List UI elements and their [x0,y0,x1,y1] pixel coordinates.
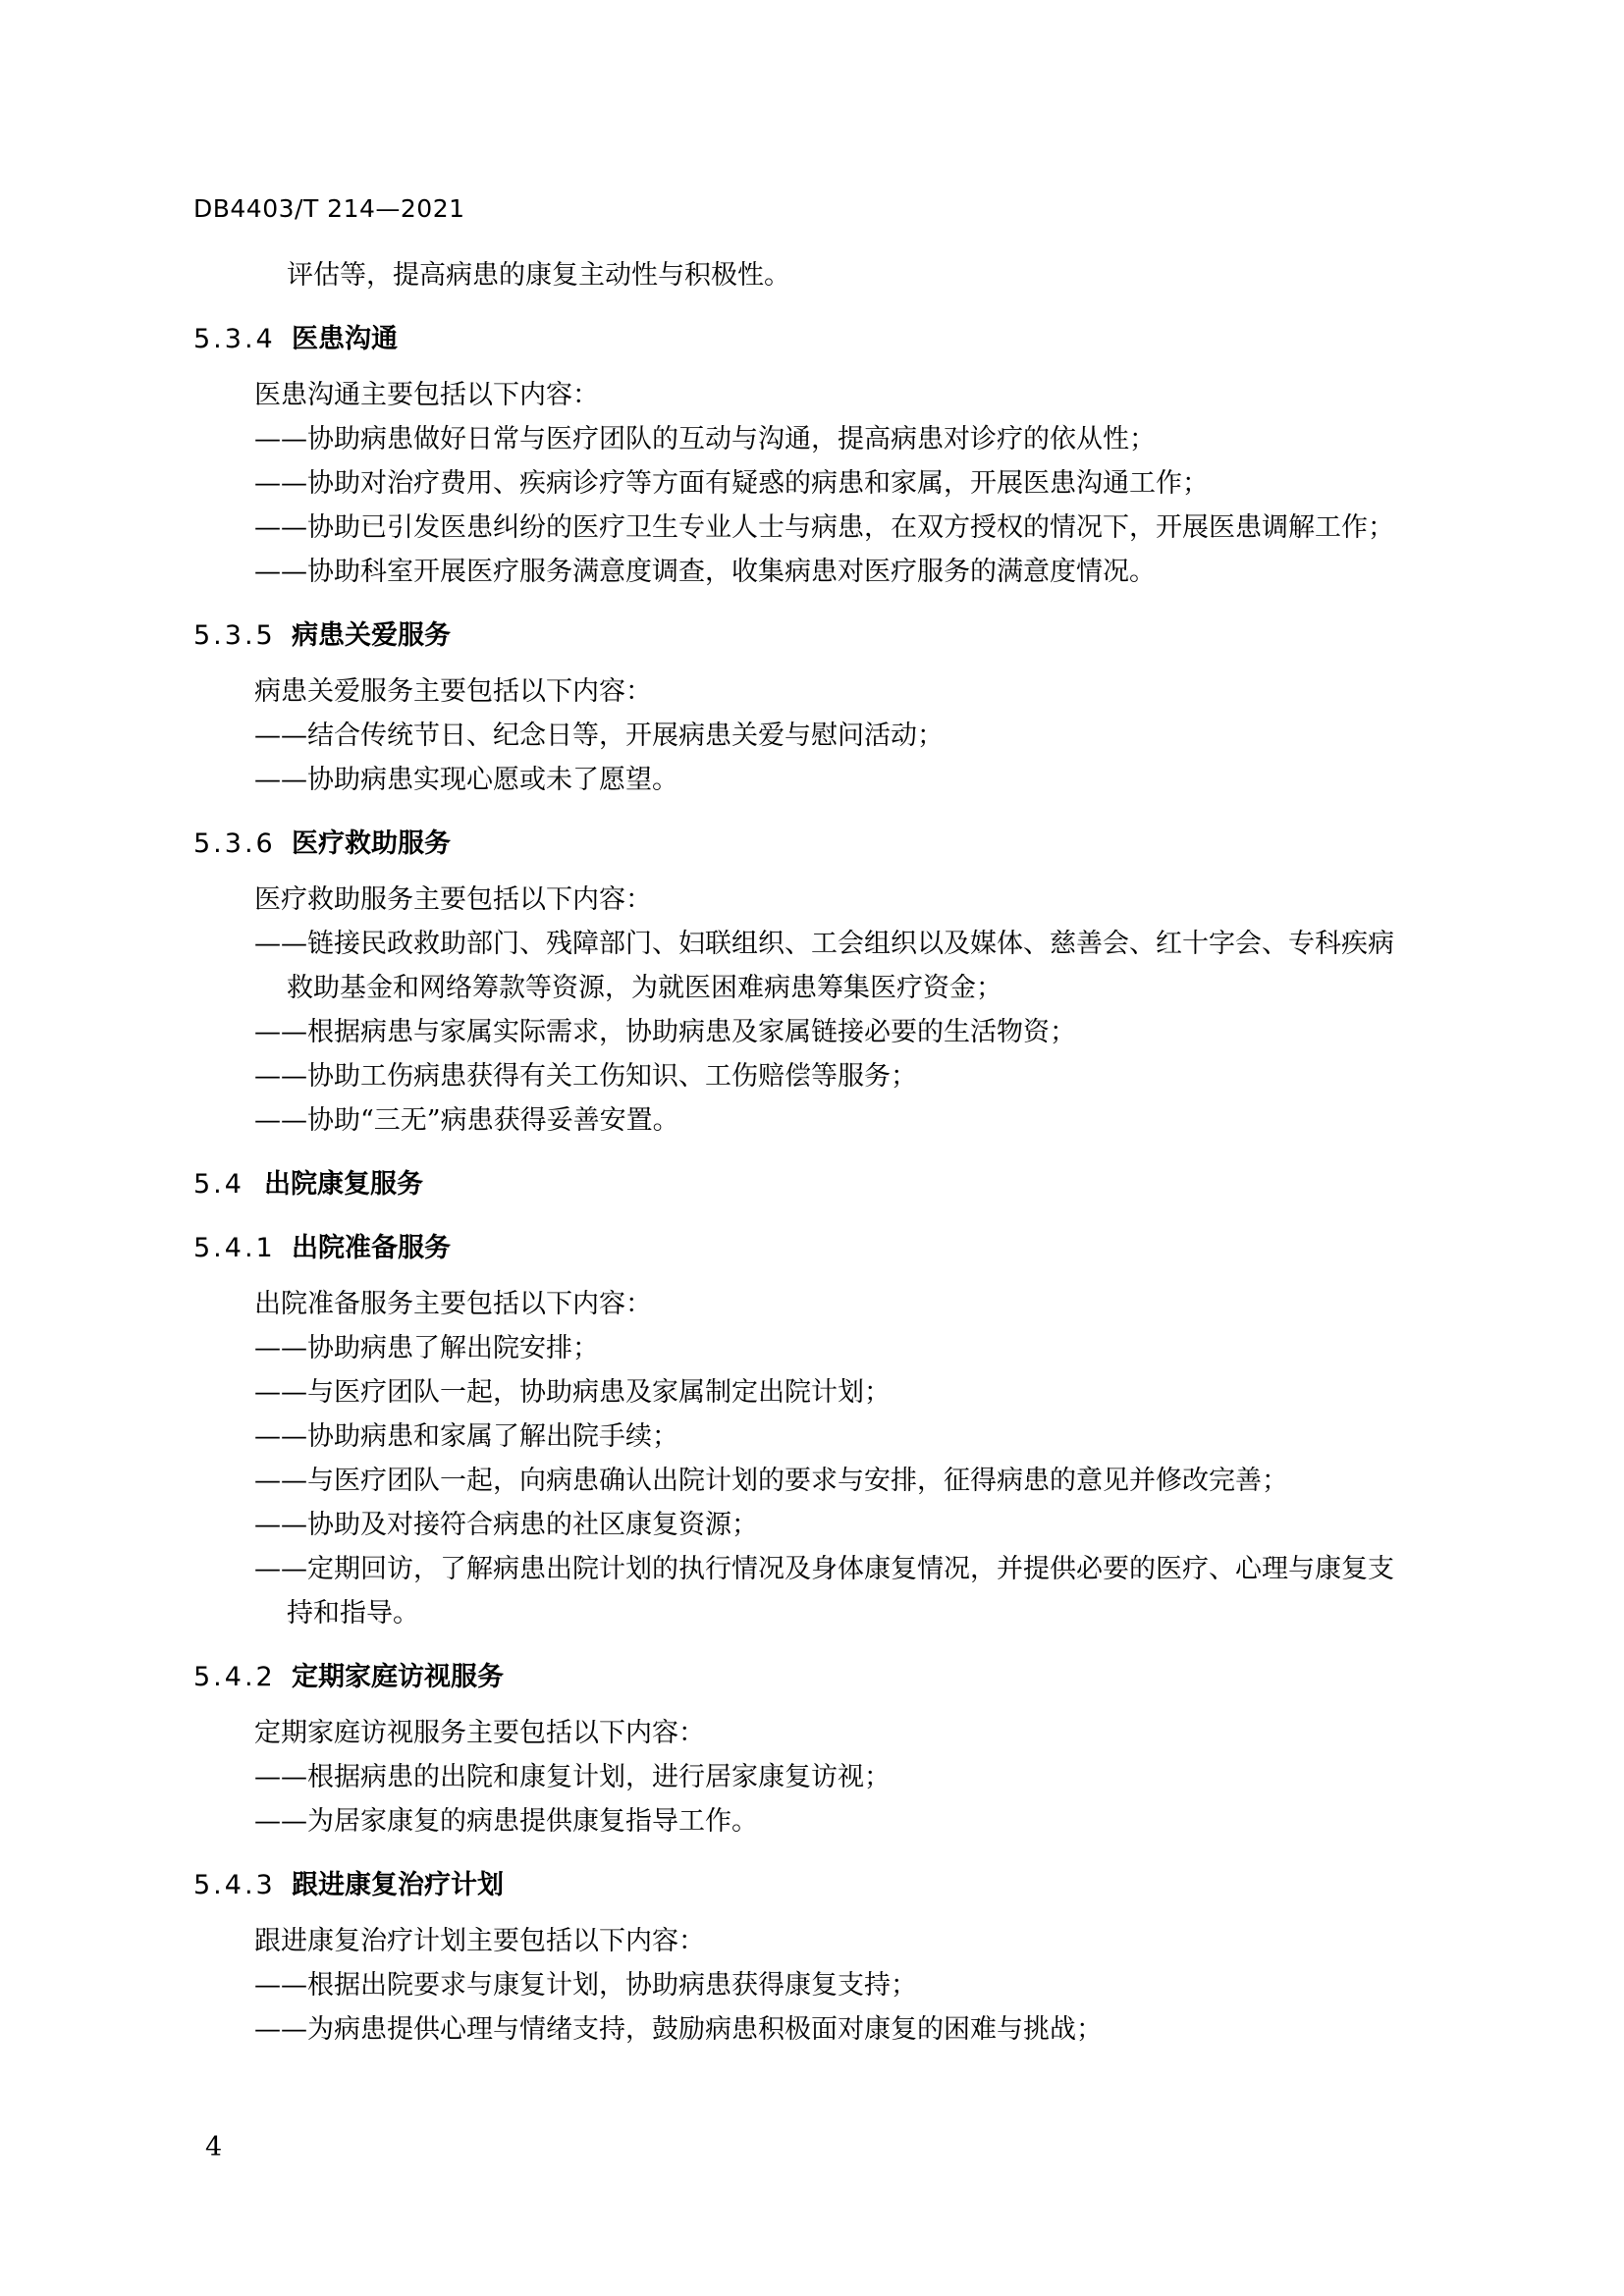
section-lead: 医患沟通主要包括以下内容： [254,380,599,410]
document-body [193,253,1489,2052]
section-heading-5-4 [193,1162,1489,1206]
list-item: ——协助及对接符合病患的社区康复资源； [254,1510,758,1540]
section-title: 病患关爱服务 [292,620,451,651]
section-lead: 病患关爱服务主要包括以下内容： [254,676,652,707]
list-item: ——根据病患与家属实际需求，协助病患及家属链接必要的生活物资； [254,1017,1076,1047]
section-lead: 出院准备服务主要包括以下内容： [254,1289,652,1319]
section-number: 5.4.1 [193,1233,276,1263]
section-number: 5.3.5 [193,620,276,651]
section-title: 医患沟通 [292,324,398,354]
section-heading-5-4-1 [193,1226,1489,1270]
section-title: 出院准备服务 [292,1233,451,1263]
list-item: ——为居家康复的病患提供康复指导工作。 [254,1806,758,1837]
list-item: ——协助工伤病患获得有关工伤知识、工伤赔偿等服务； [254,1061,917,1092]
section-heading-5-4-3 [193,1863,1489,1907]
section-heading-5-4-2 [193,1655,1489,1699]
list-item: ——结合传统节日、纪念日等，开展病患关爱与慰问活动； [254,721,944,751]
section-title: 定期家庭访视服务 [292,1662,504,1692]
list-item: ——协助病患做好日常与医疗团队的互动与沟通，提高病患对诊疗的依从性； [254,424,1156,454]
page-number: 4 [205,2132,223,2163]
list-item: ——协助病患了解出院安排； [254,1333,599,1363]
section-number: 5.4.3 [193,1870,276,1900]
section-heading-5-3-6 [193,822,1489,866]
list-item: ——协助病患实现心愿或未了愿望。 [254,765,678,795]
list-item: ——协助病患和家属了解出院手续； [254,1421,678,1452]
section-title: 医疗救助服务 [292,828,451,859]
section-lead: 医疗救助服务主要包括以下内容： [254,884,652,915]
section-title: 跟进康复治疗计划 [292,1870,504,1900]
list-item: ——协助对治疗费用、疾病诊疗等方面有疑惑的病患和家属，开展医患沟通工作； [254,468,1209,499]
list-item: ——根据病患的出院和康复计划，进行居家康复访视； [254,1762,891,1792]
document-code: DB4403/T 214—2021 [193,194,465,223]
list-item: ——为病患提供心理与情绪支持，鼓励病患积极面对康复的困难与挑战； [254,2014,1103,2045]
section-number: 5.4 [193,1169,244,1200]
section-heading-5-3-4 [193,317,1489,361]
section-heading-5-3-5 [193,614,1489,658]
section-number: 5.3.4 [193,324,276,354]
section-number: 5.4.2 [193,1662,276,1692]
carryover-paragraph: 评估等，提高病患的康复主动性与积极性。 [287,260,790,291]
list-item: ——与医疗团队一起，协助病患及家属制定出院计划； [254,1377,891,1408]
section-number: 5.3.6 [193,828,276,859]
list-item-line: ——定期回访，了解病患出院计划的执行情况及身体康复情况，并提供必要的医疗、心理与康复支 [254,1554,1394,1584]
list-item: ——协助科室开展医疗服务满意度调查，收集病患对医疗服务的满意度情况。 [254,557,1156,587]
list-item: ——协助已引发医患纠纷的医疗卫生专业人士与病患，在双方授权的情况下，开展医患调解工作； [254,512,1394,543]
section-lead: 跟进康复治疗计划主要包括以下内容： [254,1926,705,1956]
list-item: ——根据出院要求与康复计划，协助病患获得康复支持； [254,1970,917,2001]
list-item-continuation: 持和指导。 [287,1598,419,1629]
section-lead: 定期家庭访视服务主要包括以下内容： [254,1718,705,1748]
list-item: ——与医疗团队一起，向病患确认出院计划的要求与安排，征得病患的意见并修改完善； [254,1466,1288,1496]
list-item-line: ——链接民政救助部门、残障部门、妇联组织、工会组织以及媒体、慈善会、红十字会、专科疾病 [254,929,1394,959]
list-item: ——协助“三无”病患获得妥善安置。 [254,1105,679,1136]
section-title: 出院康复服务 [264,1169,423,1200]
list-item-continuation: 救助基金和网络筹款等资源，为就医困难病患筹集医疗资金； [287,973,1002,1003]
list-item [193,922,1489,1010]
list-item [193,1547,1489,1635]
